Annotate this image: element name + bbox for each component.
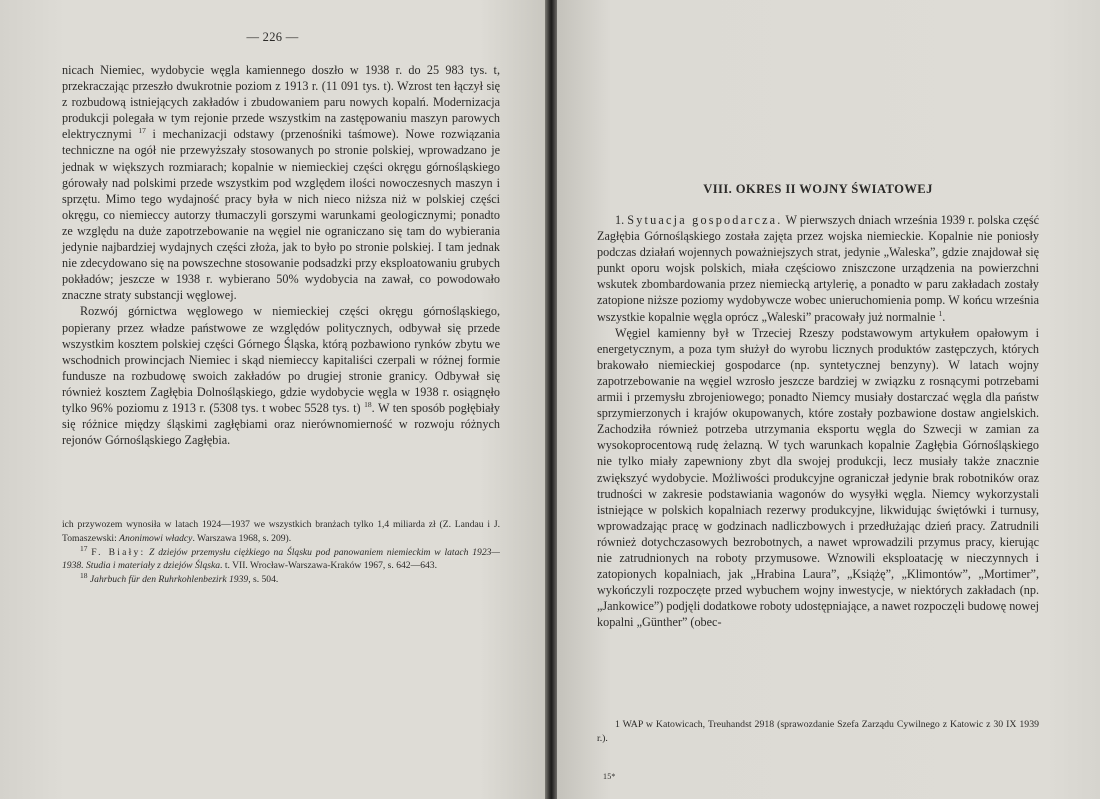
footnote: $^{18}$ Jahrbuch für den Ruhrkohlenbezirk 1939, s. 504. — [80, 571, 279, 586]
footnote-ref: 1 — [938, 308, 943, 318]
paragraph: 1. Sytuacja gospodarcza. W pierwszych dniach września 1939 r. polska część Zagłębia Górnośląskiego została zajęta przez wojska niemieckie. Kopalnie nie poniosły podczas działań wojennych poważniejszych strat, jedynie „Waleska”, gdzie znajdował się punkt oporu wojsk polskich, miała częściowo zniszczone urządzenia na powierzchni wskutek zbombardowania przez niemiecką artylerię, a ponadto w paru zakładach zostały zatopione niższe poziomy wydobywcze wobec unieruchomienia pomp. W końcu września wszystkie kopalnie węgla oprócz „Waleski” pracowały już normalnie $^1$. — [597, 213, 1040, 324]
printer-signature: 15* — [603, 772, 616, 781]
footnote-ref: 18 — [364, 399, 372, 409]
section-number: 1. — [615, 213, 625, 227]
paragraph: Rozwój górnictwa węglowego w niemieckiej części okręgu górnośląskiego, popierany przez władze państwowe ze względów politycznych, odbywał się przede wszystkim kosztem polskiej części Górnego Śląska, którą pozbawiono rynków zbytu we wschodnich prowincjach Niemiec i skąd niemieccy kapitaliści czerpali w różnej formie fundusze na rozbudowę swoich zakładów po drugiej stronie granicy. Odbywał się również kosztem Zagłębia Dolnośląskiego, gdzie wydobycie węgla w 1938 r. osiągnęło tylko 96% poziomu z 1913 r. (5308 tys. t wobec 5528 tys. t) $^{18}$. W ten sposób pogłębiały się różnice między śląskimi zagłębiami oraz nierównomierność w rozwoju różnych rejonów Górnośląskiego Zagłębia. — [62, 304, 501, 448]
page-number: — 226 — — [246, 30, 299, 44]
right-body-text — [597, 212, 1039, 630]
footnote-ref: 17 — [138, 126, 146, 136]
paragraph: nicach Niemiec, wydobycie węgla kamiennego doszło w 1938 r. do 25 983 tys. t, przekraczając przeszło dwukrotnie poziom z 1913 r. (11 091 tys. t). Wzrost ten łączył się z rozbudową istniejących zakładów i zbudowaniem paru nowych kopalń. Modernizacja produkcji polegała w tym rejonie przede wszystkim na zastępowaniu maszyn parowych elektrycznymi $^{17}$ i mechanizacji odstawy (przenośniki taśmowe). Nowe rozwiązania techniczne na ogół nie przewyższały stosowanych po stronie polskiej, wprowadzano je jednak w większych rozmiarach; kopalnie w niemieckiej części okręgu górnośląskiego górowały nad polskimi przede wszystkim pod względem ilości nowoczesnych maszyn i sprzętu. Mimo tego wydajność pracy była w nich nieco niższa niż w polskiej części okręgu, co niemieccy autorzy tłumaczyli gorszymi warunkami geologicznymi; ponadto ze względu na duże zapotrzebowanie na węgiel nie ograniczano się tam do wybierania jedynie najbardziej wydajnych części złoża, jak to było po stronie polskiej. I tam jednak nie zdecydowano się na powszechne stosowanie podsadzki przy eksploatowaniu grubych pokładów; jeszcze w 1938 r. wybierano 50% wydobycia na zawał, co powodowało znaczne straty substancji węglowej. — [62, 63, 501, 303]
left-body-text — [62, 62, 500, 448]
book-gutter — [545, 0, 557, 799]
footnote: ich przywozem wynosiła w latach 1924—1937 we wszystkich branżach tylko 1,4 miliarda zł (Z. Landau i J. Tomaszewski: Anonimowi władcy. Warszawa 1968, s. 209). — [62, 519, 500, 544]
paragraph: Węgiel kamienny był w Trzeciej Rzeszy podstawowym artykułem opałowym i energetycznym, a poza tym służył do wyrobu licznych produktów zastępczych, których brakowało niemieckiej gospodarce (np. syntetycznej benzyny). W latach wojny zapotrzebowanie na węgiel wzrosło jeszcze bardziej w związku z rosnącymi potrzebami armii i przemysłu zbrojeniowego; ponadto Niemcy musiały dostarczać węgla dla państw sprzymierzonych i krajów okupowanych, które zostały pozbawione dostaw angielskich. Zachodziła również potrzeba utrzymania eksportu węgla do Szwecji w zamian za wysokoprocentową rudę żelazną. W tych warunkach kopalnie Zagłębia Górnośląskiego nie tylko miały zapewniony zbyt dla swojej produkcji, lecz musiały także znacznie zwiększyć wydobycie. Możliwości produkcyjne ograniczał jedynie brak robotników oraz trudności w zakresie podstawiania wagonów do wysyłki węgla. Niemcy wykorzystali istniejące w polskich kopalniach rezerwy produkcyjne, likwidując świętówki i turnusy, wprowadzając pracę w godzinach nadliczbowych i przedłużając dzień pracy. Zatrudnili również dotychczasowych bezrobotnych, a nawet wprowadzili przymus pracy, kierując nie zatrudnionych na roboty przymusowe. Wznowili eksploatację w nieczynnych i zatopionych kopalniach, jak „Hrabina Laura”, „Książę”, „Klimontów”, „Mortimer”, wykończyli rozpoczęte przed wybuchem wojny inwestycje, w niektórych zakładach (np. „Jankowice”) podjęli dodatkowe roboty udostępniające, a nawet rozpoczęli budowę nowej kopalni „Günther” (obec- — [597, 325, 1039, 630]
footnote: 1 WAP w Katowicach, Treuhandst 2918 (sprawozdanie Szefa Zarządu Cywilnego z Katowic z 30 IX 1939 r.). — [597, 719, 1039, 744]
footnote: $^{17}$ F. Biały: Z dziejów przemysłu ciężkiego na Śląsku pod panowaniem niemieckim w latach 1923—1938. Studia i materiały z dziejów Śląska. t. VII. Wrocław-Warszawa-Kraków 1967, s. 642—643. — [62, 543, 500, 572]
right-footnotes — [597, 718, 1039, 746]
left-footnotes — [62, 518, 500, 587]
section-title: Sytuacja gospodarcza. — [627, 213, 783, 227]
chapter-heading: VIII. OKRES II WOJNY ŚWIATOWEJ — [703, 182, 933, 196]
